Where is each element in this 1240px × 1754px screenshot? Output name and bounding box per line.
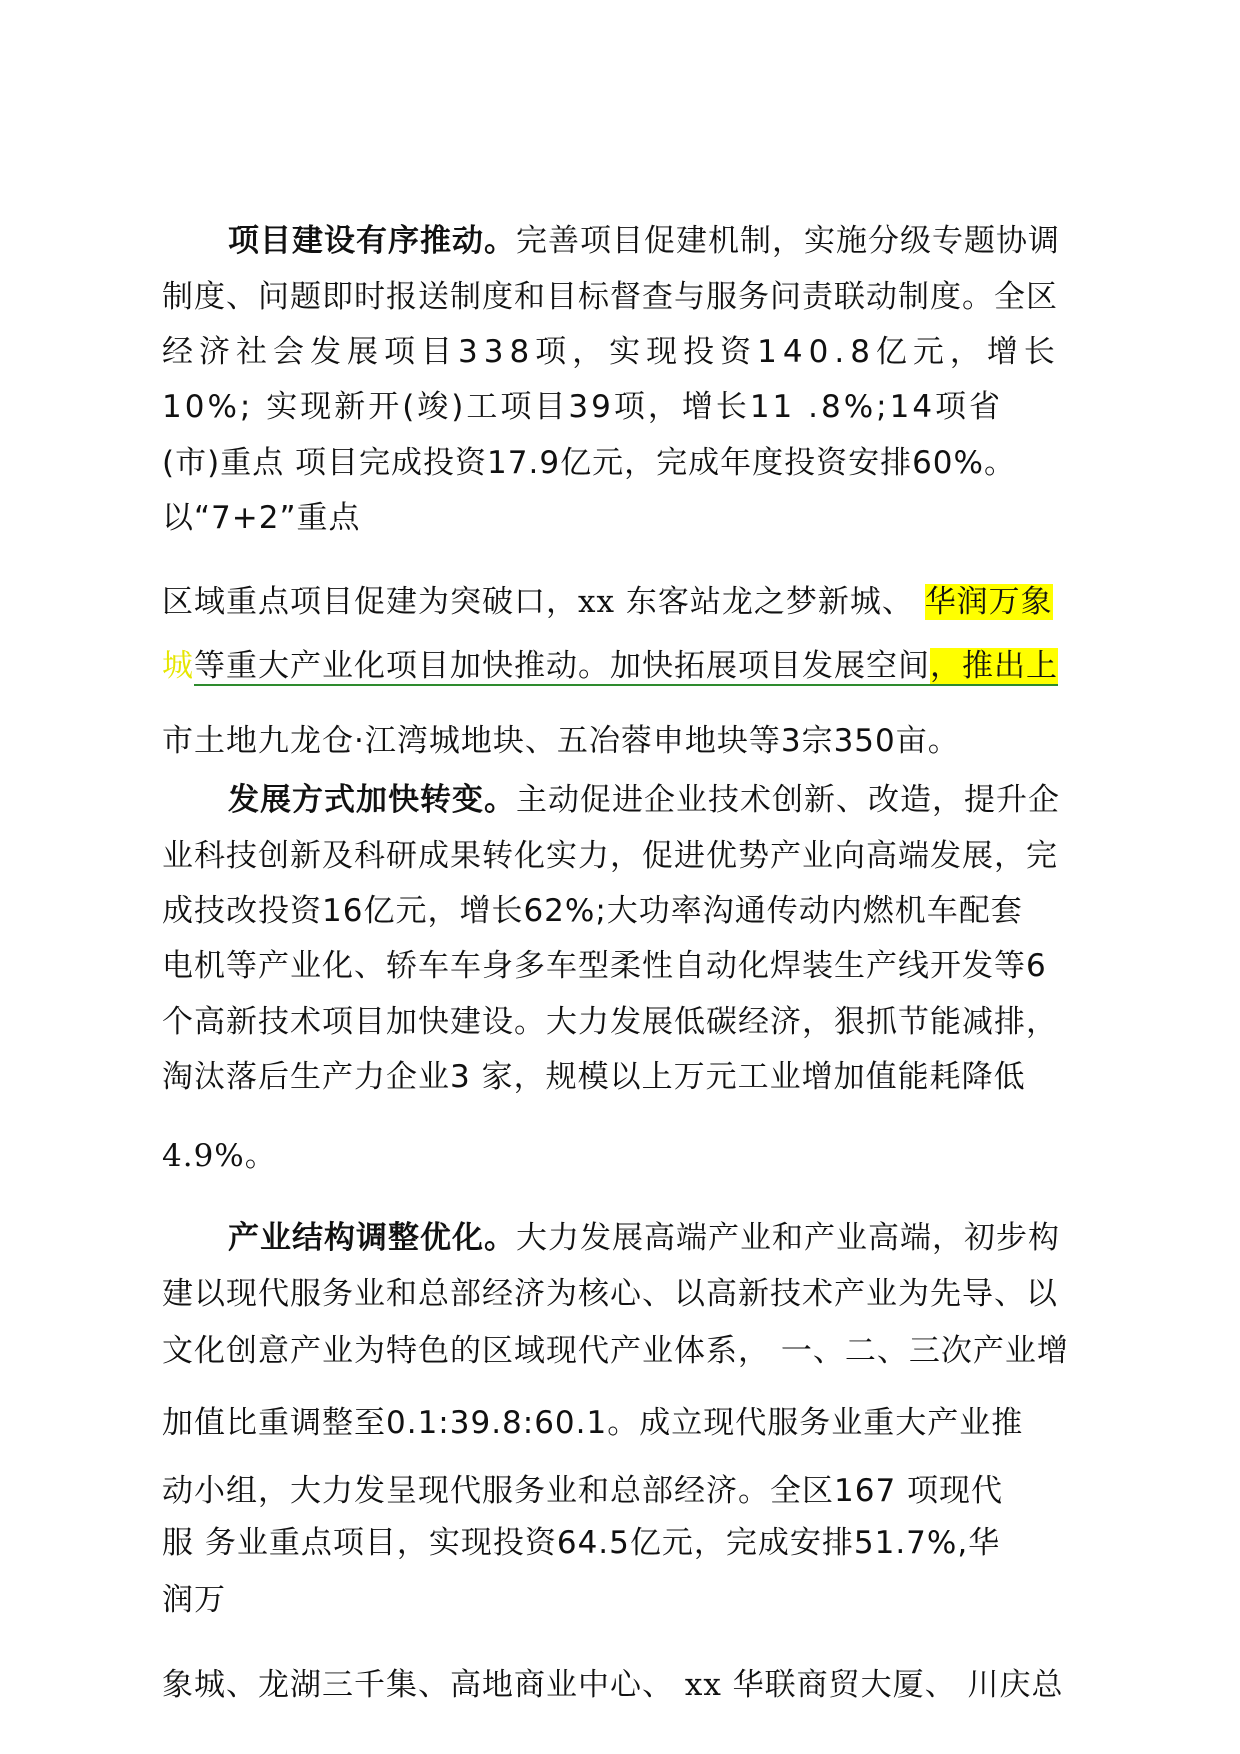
highlight-huarun: 华润万象 <box>924 584 1053 620</box>
section-heading-development-mode: 发展方式加快转变。 <box>228 782 516 818</box>
paragraph-3-line-6: 服 务业重点项目，实现投资64.5亿元，完成安排51.7%,华 <box>162 1525 1001 1561</box>
paragraph-1-line-5: (市)重点 项目完成投资17.9亿元，完成年度投资安排60%。 <box>162 445 1016 481</box>
paragraph-3-line-4: 加值比重调整至0.1:39.8:60.1。成立现代服务业重大产业推 <box>162 1405 1024 1441</box>
paragraph-2-line-6: 淘汰落后生产力企业3 家，规模以上万元工业增加值能耗降低 <box>162 1059 1026 1095</box>
paragraph-1-line-4: 10%; 实现新开(竣)工项目39项，增长11 .8%;14项省 <box>162 389 1004 425</box>
paragraph-1-line-3: 经济社会发展项目338项，实现投资140.8亿元，增长 <box>162 334 1061 370</box>
section-heading-project-construction: 项目建设有序推动。 <box>228 223 516 259</box>
paragraph-3-line-5: 动小组，大力发呈现代服务业和总部经济。全区167 项现代 <box>162 1473 1004 1509</box>
paragraph-2-line-1: 发展方式加快转变。主动促进企业技术创新、改造，提升企 <box>228 782 1060 818</box>
paragraph-2-line-7: 4.9%。 <box>162 1138 277 1174</box>
paragraph-2-line-4: 电机等产业化、轿车车身多车型柔性自动化焊装生产线开发等6 <box>162 948 1047 984</box>
paragraph-1-line-9: 市土地九龙仓·江湾城地块、五冶蓉申地块等3宗350亩。 <box>162 723 960 759</box>
paragraph-3-line-7: 润万 <box>162 1582 226 1618</box>
paragraph-2-line-3: 成技改投资16亿元，增长62%;大功率沟通传动内燃机车配套 <box>162 893 1023 929</box>
paragraph-3-line-8: 象城、龙湖三千集、高地商业中心、 xx 华联商贸大厦、 川庆总 <box>162 1667 1064 1703</box>
paragraph-2-line-2: 业科技创新及科研成果转化实力，促进优势产业向高端发展，完 <box>162 838 1058 874</box>
paragraph-1-line-6: 以“7+2”重点 <box>162 500 361 536</box>
section-heading-industrial-structure: 产业结构调整优化。 <box>228 1220 516 1256</box>
highlight-tuichu: ，推出上 <box>930 648 1058 684</box>
underlined-text: 等重大产业化项目加快推动。加快拓展项目发展空间 <box>194 648 930 684</box>
paragraph-3-line-3: 文化创意产业为特色的区域现代产业体系， 一、二、三次产业增 <box>162 1333 1069 1369</box>
paragraph-2-line-5: 个高新技术项目加快建设。大力发展低碳经济，狠抓节能减排， <box>162 1004 1058 1040</box>
paragraph-1-line-1: 项目建设有序推动。完善项目促建机制，实施分级专题协调 <box>228 223 1060 259</box>
paragraph-3-line-1: 产业结构调整优化。大力发展高端产业和产业高端，初步构 <box>228 1220 1060 1256</box>
paragraph-1-line-7: 区域重点项目促建为突破口，xx 东客站龙之梦新城、 华润万象 <box>162 584 1053 620</box>
paragraph-3-line-2: 建以现代服务业和总部经济为核心、以高新技术产业为先导、以 <box>162 1276 1058 1312</box>
paragraph-1-line-2: 制度、问题即时报送制度和目标督查与服务问责联动制度。全区 <box>162 279 1058 315</box>
paragraph-1-line-8: 城等重大产业化项目加快推动。加快拓展项目发展空间，推出上 <box>162 648 1058 684</box>
